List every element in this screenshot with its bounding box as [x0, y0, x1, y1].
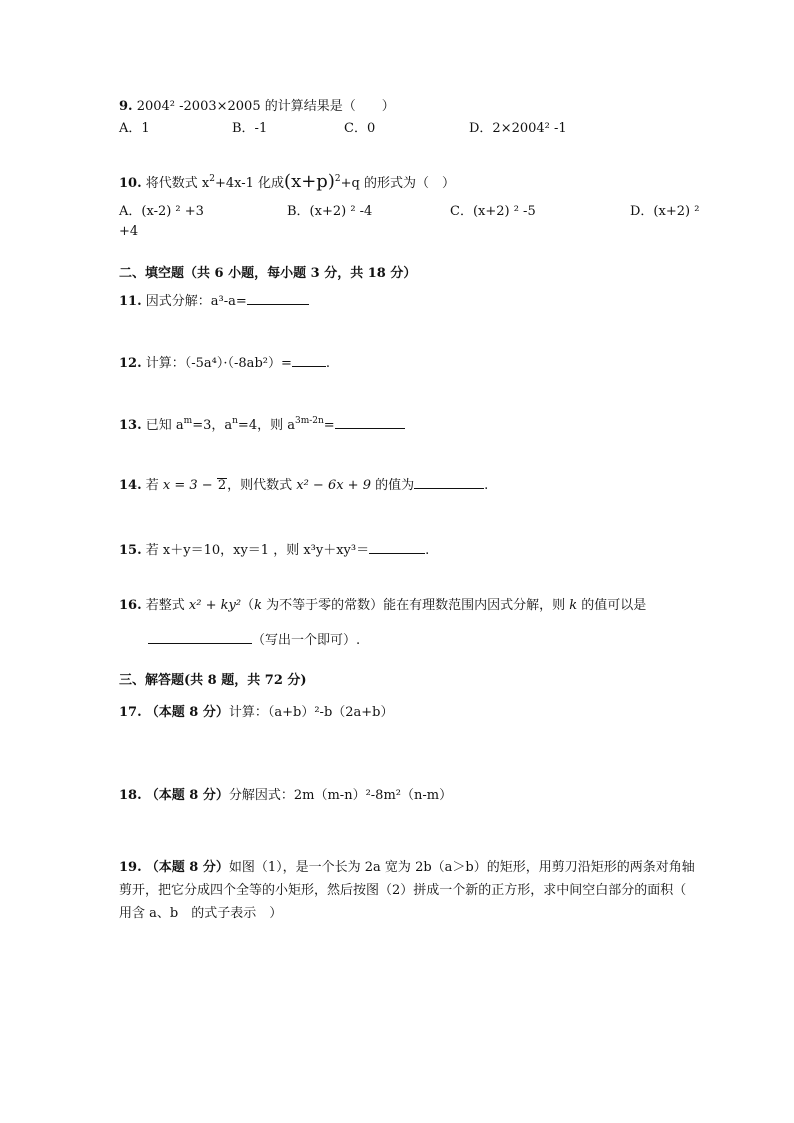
question-text: （ — [241, 598, 255, 613]
question-text: 如图（1），是一个长为 2a 宽为 2b（a＞b）的矩形，用剪刀沿矩形的两条对角轴 — [228, 860, 695, 875]
option-b: B．(x+2) ² -4 — [287, 204, 373, 219]
question-number: 18. — [119, 788, 142, 803]
question-number: 16. — [119, 598, 142, 613]
question-text: 计算：（-5a⁴）·（-8ab²）= — [145, 356, 292, 371]
math-variable: k — [569, 598, 578, 613]
option-d: D．2×2004² -1 — [469, 121, 567, 136]
question-text: 的值可以是 — [577, 598, 647, 613]
question-13 — [119, 413, 405, 434]
period: . — [325, 356, 331, 371]
sqrt-radicand: 2 — [217, 478, 227, 493]
period: . — [425, 543, 430, 558]
section-heading: 二、填空题（共 6 小题，每小题 3 分，共 18 分） — [119, 266, 417, 281]
question-number: 19. — [119, 860, 142, 875]
superscript: 2 — [209, 174, 215, 184]
question-16-line2 — [148, 631, 360, 649]
question-14 — [119, 476, 488, 494]
math-expression: x² + ky² — [188, 598, 242, 613]
score-tag: （本题 8 分） — [145, 705, 229, 720]
option-a: A．1 — [119, 121, 150, 136]
question-text: 若 x＋y＝10，xy＝1 ，则 x³y＋xy³＝ — [145, 543, 370, 558]
score-tag: （本题 8 分） — [145, 788, 229, 803]
question-17 — [119, 705, 394, 721]
superscript: m — [183, 416, 193, 426]
math-variable: k — [254, 598, 262, 613]
option-d-wrap: +4 — [119, 224, 139, 239]
answer-blank[interactable] — [292, 354, 326, 367]
question-number: 17. — [119, 705, 142, 720]
question-text: 为不等于零的常数）能在有理数范围内因式分解，则 — [261, 598, 570, 613]
question-text: 若整式 — [145, 598, 189, 613]
question-10 — [119, 171, 455, 192]
question-text: 若 — [145, 478, 163, 493]
question-text: 已知 a — [145, 418, 184, 433]
answer-blank[interactable] — [247, 292, 309, 305]
option-a: A．(x-2) ² +3 — [119, 204, 204, 219]
question-text: （写出一个即可）. — [252, 633, 361, 648]
question-number: 11. — [119, 294, 142, 309]
superscript: 3m-2n — [294, 416, 324, 426]
question-stem: +q 的形式为（ ） — [340, 176, 455, 191]
question-number: 10. — [119, 176, 142, 191]
question-number: 15. — [119, 543, 142, 558]
superscript: n — [232, 416, 238, 426]
question-number: 12. — [119, 356, 142, 371]
question-text: =3，a — [192, 418, 233, 433]
question-text: ，则代数式 — [227, 478, 297, 493]
question-stem: +4x-1 化成 — [214, 176, 285, 191]
question-16 — [119, 598, 646, 614]
question-number: 9. — [119, 99, 133, 114]
answer-blank[interactable] — [148, 631, 252, 644]
math-expression: x² − 6x + 9 — [296, 478, 371, 493]
option-d: D．(x+2) ² — [630, 204, 700, 219]
question-15 — [119, 541, 429, 559]
answer-blank[interactable] — [414, 476, 484, 489]
question-19 — [119, 860, 695, 876]
superscript: 2 — [334, 174, 341, 184]
score-tag: （本题 8 分） — [145, 860, 229, 875]
question-stem: 2004² -2003×2005 的计算结果是（ ） — [136, 99, 395, 114]
question-number: 14. — [119, 478, 142, 493]
question-number: 13. — [119, 418, 142, 433]
question-text: 的值为 — [370, 478, 415, 493]
expression: (x+p) — [284, 171, 335, 192]
answer-blank[interactable] — [335, 416, 405, 429]
answer-blank[interactable] — [369, 541, 425, 554]
question-stem: 将代数式 x — [145, 176, 210, 191]
option-c: C．(x+2) ² -5 — [450, 204, 536, 219]
question-19-line2: 剪开，把它分成四个全等的小矩形，然后按图（2）拼成一个新的正方形，求中间空白部分的面积（ — [119, 883, 687, 898]
question-19-line3: 用含 a、b 的式子表示 ） — [119, 906, 283, 921]
option-b: B．-1 — [232, 121, 268, 136]
question-11 — [119, 292, 309, 310]
question-text: 计算：（a+b）²-b（2a+b） — [228, 705, 394, 720]
period: . — [484, 478, 489, 493]
question-text: 因式分解：a³-a= — [145, 294, 247, 309]
question-12 — [119, 354, 330, 372]
question-18 — [119, 788, 452, 804]
section-heading: 三、解答题(共 8 题，共 72 分) — [119, 673, 307, 688]
question-text: =4，则 a — [237, 418, 295, 433]
math-expression: x = 3 − — [162, 478, 217, 493]
question-9 — [119, 99, 395, 115]
option-c: C．0 — [344, 121, 376, 136]
question-text: 分解因式：2m（m-n）²-8m²（n-m） — [228, 788, 453, 803]
question-text: = — [323, 418, 335, 433]
